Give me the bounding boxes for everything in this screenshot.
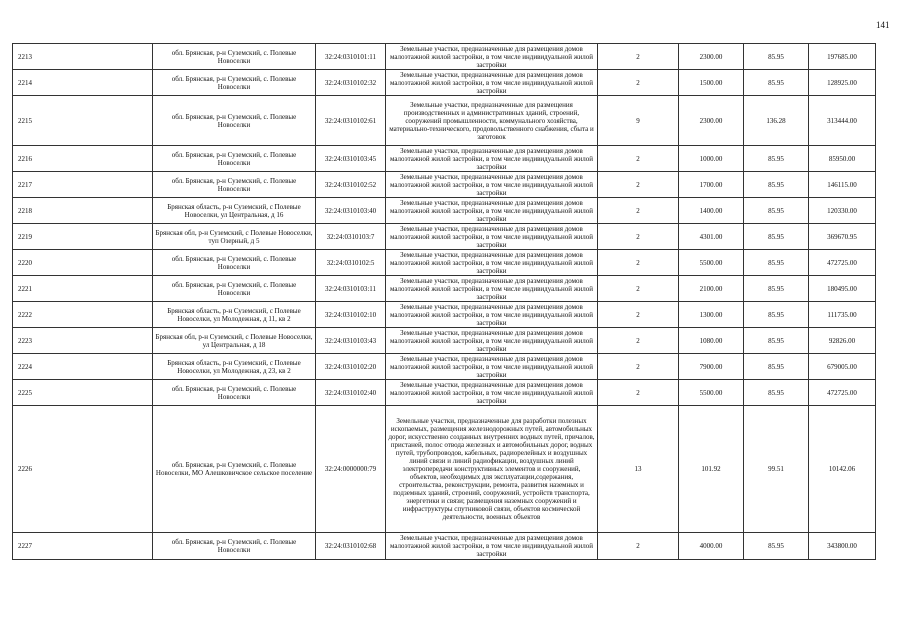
- area-cell: 1080.00: [679, 328, 744, 354]
- address-cell: Брянская область, р-н Суземский, с Полевые Новоселки, ул Центральная, д 16: [153, 198, 316, 224]
- land-purpose-cell: Земельные участки, предназначенные для размещения домов малоэтажной жилой застройки, в том числе индивидуальной жилой застройки: [386, 250, 598, 276]
- cadastre-number-cell: 32:24:0310103:45: [316, 146, 386, 172]
- value-cell: 197685.00: [809, 44, 876, 70]
- land-purpose-cell: Земельные участки, предназначенные для размещения домов малоэтажной жилой застройки, в том числе индивидуальной жилой застройки: [386, 172, 598, 198]
- group-cell: 2: [598, 276, 679, 302]
- address-cell: обл. Брянская, р-н Суземский, с. Полевые Новоселки: [153, 380, 316, 406]
- cadastre-number-cell: 32:24:0310102:40: [316, 380, 386, 406]
- area-cell: 2300.00: [679, 96, 744, 146]
- cadastre-number-cell: 32:24:0310103:11: [316, 276, 386, 302]
- row-number: 2224: [13, 354, 153, 380]
- area-cell: 1700.00: [679, 172, 744, 198]
- address-cell: Брянская обл, р-н Суземский, с Полевые Новоселки, ул Центральная, д 18: [153, 328, 316, 354]
- table-row: [13, 406, 876, 533]
- value-cell: 180495.00: [809, 276, 876, 302]
- table-row: [13, 533, 876, 560]
- address-cell: обл. Брянская, р-н Суземский, с. Полевые Новоселки, МО Алешковичское сельское поселение: [153, 406, 316, 533]
- address-cell: обл. Брянская, р-н Суземский, с. Полевые Новоселки: [153, 172, 316, 198]
- area-cell: 4000.00: [679, 533, 744, 560]
- area-cell: 101.92: [679, 406, 744, 533]
- row-number: 2213: [13, 44, 153, 70]
- group-cell: 2: [598, 172, 679, 198]
- row-number: 2219: [13, 224, 153, 250]
- table-row: [13, 224, 876, 250]
- address-cell: Брянская область, р-н Суземский, с Полевые Новоселки, ул Молодежная, д 23, кв 2: [153, 354, 316, 380]
- group-cell: 2: [598, 44, 679, 70]
- group-cell: 2: [598, 354, 679, 380]
- row-number: 2215: [13, 96, 153, 146]
- value-cell: 472725.00: [809, 380, 876, 406]
- cadastre-number-cell: 32:24:0310102:10: [316, 302, 386, 328]
- address-cell: Брянская обл, р-н Суземский, с Полевые Новоселки, туп Озерный, д 5: [153, 224, 316, 250]
- row-number: 2227: [13, 533, 153, 560]
- land-purpose-cell: Земельные участки, предназначенные для разработки полезных ископаемых, размещения железнодорожных путей, автомобильных дорог, искусственно созданных внутренних водных путей, причалов, пристаней, полос отвода железных и автомобильных дорог, водных путей, трубопроводов, кабельных, радиорелейных и воздушных линий связи и линий радиофикации, воздушных линий электропередачи конструктивных элементов и сооружений, объектов, необходимых для эксплуатации,содержания, строительства, реконструкции, ремонта, развития наземных и подземных зданий, строений, сооружений, устройств транспорта, энергетики и связи; размещения наземных сооружений и инфраструктуры спутниковой связи, объектов космической деятельности, военных объектов: [386, 406, 598, 533]
- table-row: [13, 302, 876, 328]
- land-purpose-cell: Земельные участки, предназначенные для размещения домов малоэтажной жилой застройки, в том числе индивидуальной жилой застройки: [386, 276, 598, 302]
- cadastre-number-cell: 32:24:0310102:5: [316, 250, 386, 276]
- land-purpose-cell: Земельные участки, предназначенные для размещения домов малоэтажной жилой застройки, в том числе индивидуальной жилой застройки: [386, 302, 598, 328]
- group-cell: 13: [598, 406, 679, 533]
- land-purpose-cell: Земельные участки, предназначенные для размещения домов малоэтажной жилой застройки, в том числе индивидуальной жилой застройки: [386, 533, 598, 560]
- group-cell: 2: [598, 533, 679, 560]
- address-cell: обл. Брянская, р-н Суземский, с. Полевые Новоселки: [153, 276, 316, 302]
- area-cell: 7900.00: [679, 354, 744, 380]
- cadastre-number-cell: 32:24:0310102:32: [316, 70, 386, 96]
- table-row: [13, 380, 876, 406]
- area-cell: 2100.00: [679, 276, 744, 302]
- row-number: 2226: [13, 406, 153, 533]
- group-cell: 2: [598, 328, 679, 354]
- rate-cell: 85.95: [744, 302, 809, 328]
- area-cell: 1500.00: [679, 70, 744, 96]
- table-row: [13, 96, 876, 146]
- group-cell: 2: [598, 250, 679, 276]
- value-cell: 120330.00: [809, 198, 876, 224]
- cadastre-number-cell: 32:24:0310103:43: [316, 328, 386, 354]
- rate-cell: 85.95: [744, 172, 809, 198]
- area-cell: 1000.00: [679, 146, 744, 172]
- table-row: [13, 276, 876, 302]
- rate-cell: 85.95: [744, 354, 809, 380]
- rate-cell: 85.95: [744, 146, 809, 172]
- cadastre-number-cell: 32:24:0310102:20: [316, 354, 386, 380]
- table-row: [13, 198, 876, 224]
- group-cell: 2: [598, 380, 679, 406]
- group-cell: 2: [598, 302, 679, 328]
- rate-cell: 85.95: [744, 533, 809, 560]
- rate-cell: 85.95: [744, 276, 809, 302]
- row-number: 2222: [13, 302, 153, 328]
- rate-cell: 85.95: [744, 380, 809, 406]
- land-purpose-cell: Земельные участки, предназначенные для размещения домов малоэтажной жилой застройки, в том числе индивидуальной жилой застройки: [386, 354, 598, 380]
- row-number: 2218: [13, 198, 153, 224]
- land-purpose-cell: Земельные участки, предназначенные для размещения домов малоэтажной жилой застройки, в том числе индивидуальной жилой застройки: [386, 380, 598, 406]
- cadastre-number-cell: 32:24:0310103:40: [316, 198, 386, 224]
- row-number: 2214: [13, 70, 153, 96]
- rate-cell: 85.95: [744, 198, 809, 224]
- area-cell: 2300.00: [679, 44, 744, 70]
- value-cell: 679005.00: [809, 354, 876, 380]
- area-cell: 4301.00: [679, 224, 744, 250]
- row-number: 2221: [13, 276, 153, 302]
- group-cell: 9: [598, 96, 679, 146]
- group-cell: 2: [598, 70, 679, 96]
- address-cell: обл. Брянская, р-н Суземский, с. Полевые Новоселки: [153, 146, 316, 172]
- value-cell: 10142.06: [809, 406, 876, 533]
- land-purpose-cell: Земельные участки, предназначенные для размещения домов малоэтажной жилой застройки, в том числе индивидуальной жилой застройки: [386, 328, 598, 354]
- table-row: [13, 146, 876, 172]
- page-number: 141: [876, 20, 890, 30]
- value-cell: 313444.00: [809, 96, 876, 146]
- value-cell: 472725.00: [809, 250, 876, 276]
- value-cell: 128925.00: [809, 70, 876, 96]
- land-purpose-cell: Земельные участки, предназначенные для размещения домов малоэтажной жилой застройки, в том числе индивидуальной жилой застройки: [386, 198, 598, 224]
- rate-cell: 85.95: [744, 224, 809, 250]
- cadastre-number-cell: 32:24:0310102:68: [316, 533, 386, 560]
- table-row: [13, 172, 876, 198]
- group-cell: 2: [598, 198, 679, 224]
- cadastre-number-cell: 32:24:0000000:79: [316, 406, 386, 533]
- table-row: [13, 328, 876, 354]
- rate-cell: 136.28: [744, 96, 809, 146]
- row-number: 2223: [13, 328, 153, 354]
- value-cell: 111735.00: [809, 302, 876, 328]
- address-cell: обл. Брянская, р-н Суземский, с. Полевые Новоселки: [153, 96, 316, 146]
- rate-cell: 85.95: [744, 44, 809, 70]
- rate-cell: 99.51: [744, 406, 809, 533]
- area-cell: 5500.00: [679, 380, 744, 406]
- table-row: [13, 354, 876, 380]
- table-row: [13, 250, 876, 276]
- land-purpose-cell: Земельные участки, предназначенные для размещения домов малоэтажной жилой застройки, в том числе индивидуальной жилой застройки: [386, 224, 598, 250]
- row-number: 2217: [13, 172, 153, 198]
- area-cell: 5500.00: [679, 250, 744, 276]
- rate-cell: 85.95: [744, 328, 809, 354]
- cadastre-number-cell: 32:24:0310101:11: [316, 44, 386, 70]
- land-purpose-cell: Земельные участки, предназначенные для размещения домов малоэтажной жилой застройки, в том числе индивидуальной жилой застройки: [386, 44, 598, 70]
- address-cell: Брянская область, р-н Суземский, с Полевые Новоселки, ул Молодежная, д 11, кв 2: [153, 302, 316, 328]
- rate-cell: 85.95: [744, 70, 809, 96]
- land-purpose-cell: Земельные участки, предназначенные для размещения производственных и административных зданий, строений, сооружений промышленности, коммунального хозяйства, материально-технического, продовольственного снабжения, сбыта и заготовок: [386, 96, 598, 146]
- value-cell: 369670.95: [809, 224, 876, 250]
- address-cell: обл. Брянская, р-н Суземский, с. Полевые Новоселки: [153, 44, 316, 70]
- cadastre-number-cell: 32:24:0310103:7: [316, 224, 386, 250]
- rate-cell: 85.95: [744, 250, 809, 276]
- area-cell: 1400.00: [679, 198, 744, 224]
- land-purpose-cell: Земельные участки, предназначенные для размещения домов малоэтажной жилой застройки, в том числе индивидуальной жилой застройки: [386, 70, 598, 96]
- row-number: 2216: [13, 146, 153, 172]
- cadastre-number-cell: 32:24:0310102:61: [316, 96, 386, 146]
- cadastre-number-cell: 32:24:0310102:52: [316, 172, 386, 198]
- area-cell: 1300.00: [679, 302, 744, 328]
- table-row: [13, 44, 876, 70]
- land-purpose-cell: Земельные участки, предназначенные для размещения домов малоэтажной жилой застройки, в том числе индивидуальной жилой застройки: [386, 146, 598, 172]
- row-number: 2220: [13, 250, 153, 276]
- address-cell: обл. Брянская, р-н Суземский, с. Полевые Новоселки: [153, 70, 316, 96]
- group-cell: 2: [598, 146, 679, 172]
- row-number: 2225: [13, 380, 153, 406]
- land-cadastre-table: [12, 43, 876, 560]
- address-cell: обл. Брянская, р-н Суземский, с. Полевые Новоселки: [153, 250, 316, 276]
- value-cell: 146115.00: [809, 172, 876, 198]
- group-cell: 2: [598, 224, 679, 250]
- value-cell: 85950.00: [809, 146, 876, 172]
- value-cell: 92826.00: [809, 328, 876, 354]
- table-row: [13, 70, 876, 96]
- address-cell: обл. Брянская, р-н Суземский, с. Полевые Новоселки: [153, 533, 316, 560]
- value-cell: 343800.00: [809, 533, 876, 560]
